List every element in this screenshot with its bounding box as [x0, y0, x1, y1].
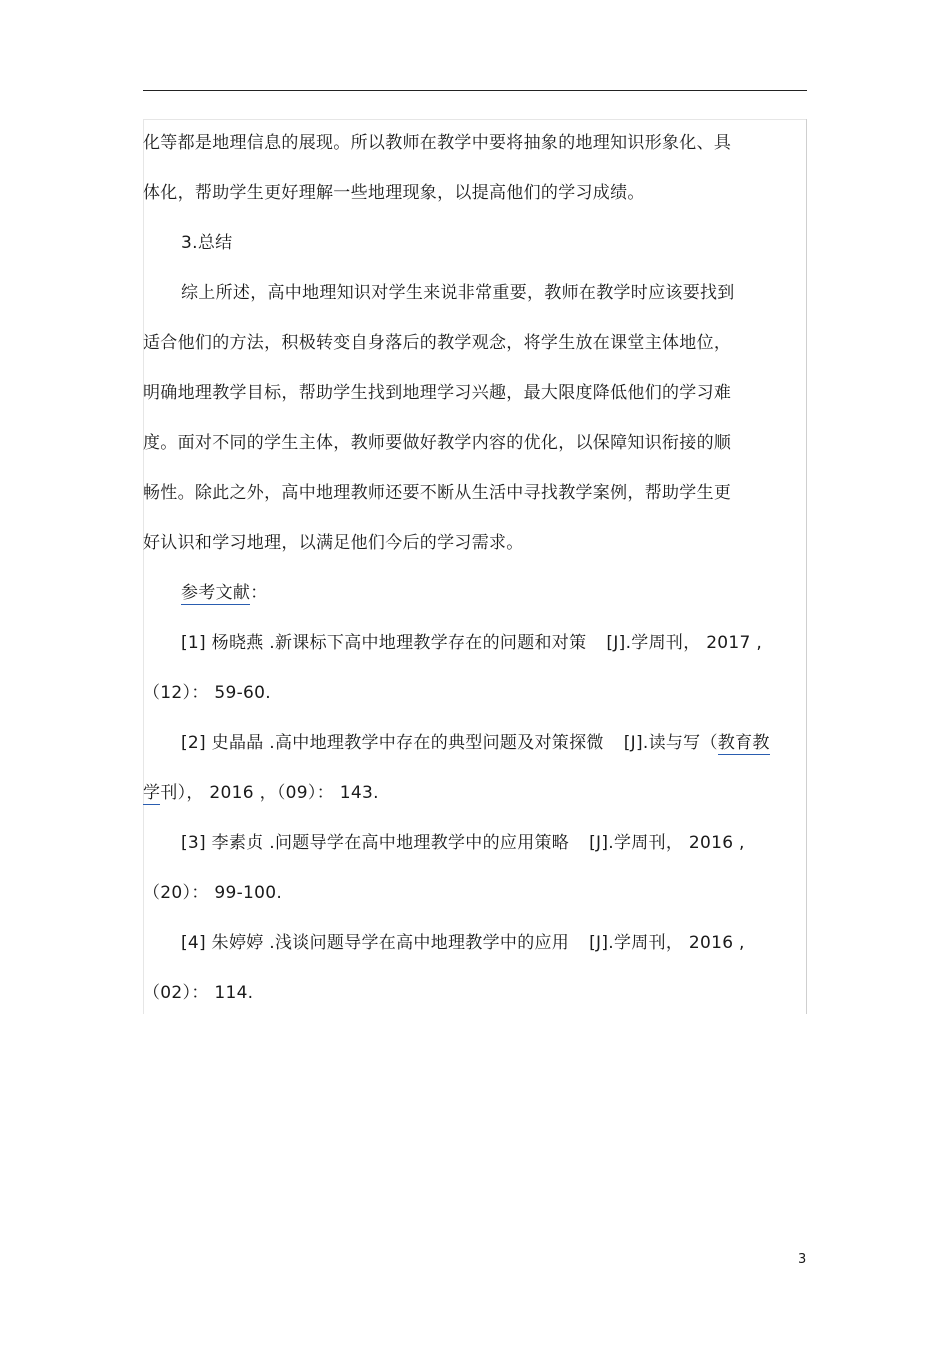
reference-3-title: [3] 李素贞 .问题导学在高中地理教学中的应用策略	[181, 833, 570, 853]
page-number: 3	[798, 1252, 807, 1267]
reference-2-source: [J].读与写（	[623, 733, 718, 753]
reference-4-line2: （02）： 114.	[143, 983, 254, 1003]
reference-1-line1	[181, 631, 762, 655]
header-rule	[143, 90, 807, 91]
summary-line: 综上所述，高中地理知识对学生来说非常重要，教师在教学时应该要找到	[181, 283, 735, 303]
reference-4-title: [4] 朱婷婷 .浅谈问题导学在高中地理教学中的应用	[181, 933, 570, 953]
reference-2-line1	[181, 731, 770, 755]
reference-3-line1	[181, 831, 745, 855]
reference-2-line2	[143, 781, 379, 805]
section-heading: 3.总结	[181, 233, 233, 253]
reference-3-source: [J].学周刊， 2016 ,	[589, 833, 745, 853]
paragraph-line: 化等都是地理信息的展现。所以教师在教学中要将抽象的地理知识形象化、具	[143, 133, 732, 153]
text-frame-top	[143, 119, 806, 120]
summary-line: 明确地理教学目标，帮助学生找到地理学习兴趣，最大限度降低他们的学习难	[143, 383, 732, 403]
summary-line: 畅性。除此之外，高中地理教师还要不断从生活中寻找教学案例，帮助学生更	[143, 483, 732, 503]
text-frame-left	[143, 119, 144, 1014]
paragraph-line: 体化，帮助学生更好理解一些地理现象，以提高他们的学习成绩。	[143, 183, 645, 203]
references-heading	[181, 581, 268, 605]
reference-3-line2: （20）： 99-100.	[143, 883, 283, 903]
reference-2-details: 刊）， 2016 ，（09）： 143.	[160, 783, 379, 803]
reference-1-source: [J].学周刊， 2017 ,	[606, 633, 763, 653]
reference-2-link[interactable]: 教育教	[717, 733, 770, 753]
references-heading-link[interactable]: 参考文献	[181, 583, 251, 603]
text-frame-right	[806, 119, 807, 1014]
summary-line: 好认识和学习地理，以满足他们今后的学习需求。	[143, 533, 524, 553]
reference-2-link-cont[interactable]: 学	[143, 783, 161, 803]
summary-line: 度。面对不同的学生主体，教师要做好教学内容的优化，以保障知识衔接的顺	[143, 433, 732, 453]
summary-line: 适合他们的方法，积极转变自身落后的教学观念，将学生放在课堂主体地位，	[143, 333, 732, 353]
reference-2-title: [2] 史晶晶 .高中地理教学中存在的典型问题及对策探微	[181, 733, 604, 753]
reference-4-line1	[181, 931, 745, 955]
reference-4-source: [J].学周刊， 2016 ,	[589, 933, 745, 953]
reference-1-line2: （12）： 59-60.	[143, 683, 271, 703]
references-heading-colon: ：	[250, 583, 268, 603]
reference-1-title: [1] 杨晓燕 .新课标下高中地理教学存在的问题和对策	[181, 633, 587, 653]
